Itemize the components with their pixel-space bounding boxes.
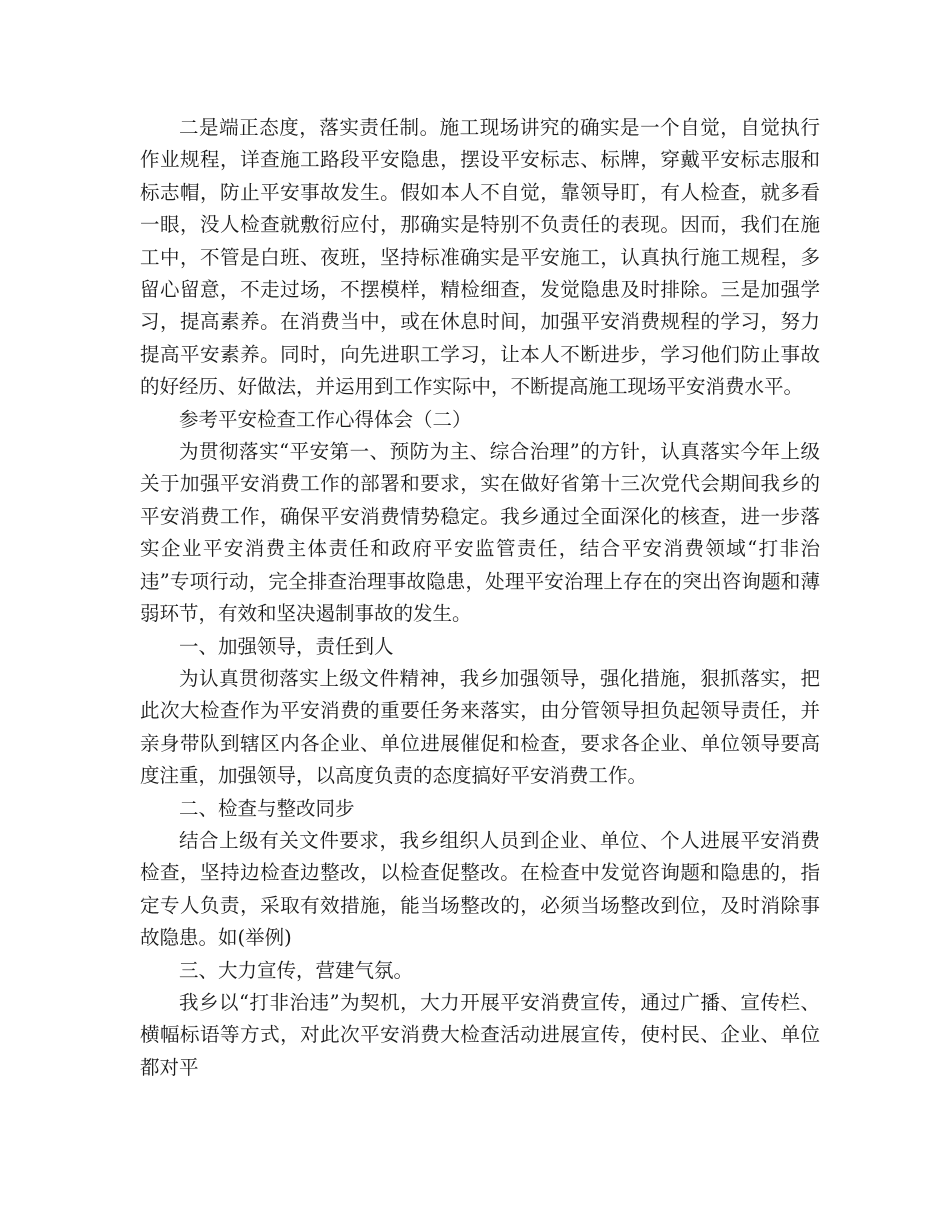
paragraph-responsibility: 二是端正态度，落实责任制。施工现场讲究的确实是一个自觉，自觉执行作业规程，详查施工路段平安隐患，摆设平安标志、标牌，穿戴平安标志服和标志帽，防止平安事故发生。假如本人不自觉，靠领导盯，有人检查，就多看一眼，没人检查就敷衍应付，那确实是特别不负责任的表现。因而，我们在施工中，不管是白班、夜班，坚持标准确实是平安施工，认真执行施工规程，多留心留意，不走过场，不摆模样，精检细查，发觉隐患及时排除。三是加强学习，提高素养。在消费当中，或在休息时间，加强平安消费规程的学习，努力提高平安素养。同时，向先进职工学习，让本人不断进步，学习他们防止事故的好经历、好做法，并运用到工作实际中，不断提高施工现场平安消费水平。: [140, 116, 820, 399]
paragraph-leadership: 为认真贯彻落实上级文件精神，我乡加强领导，强化措施，狠抓落实，把此次大检查作为平安消费的重要任务来落实，由分管领导担负起领导责任，并亲身带队到辖区内各企业、单位进展催促和检查，要求各企业、单位领导要高度注重，加强领导，以高度负责的态度搞好平安消费工作。: [140, 666, 820, 788]
document-body: [140, 112, 820, 1084]
heading-inspection: 二、检查与整改同步: [179, 796, 355, 820]
heading-publicity: 三、大力宣传，营建气氛。: [179, 958, 414, 982]
section-title: 参考平安检查工作心得体会（二）: [179, 407, 472, 431]
heading-leadership: 一、加强领导，责任到人: [179, 634, 394, 658]
paragraph-intro: 为贯彻落实“平安第一、预防为主、综合治理”的方针，认真落实今年上级关于加强平安消费工作的部署和要求，实在做好省第十三次党代会期间我乡的平安消费工作，确保平安消费情势稳定。我乡通过全面深化的核查，进一步落实企业平安消费主体责任和政府平安监管责任，结合平安消费领域“打非治违”专项行动，完全排查治理事故隐患，处理平安治理上存在的突出咨询题和薄弱环节，有效和坚决遏制事故的发生。: [140, 440, 820, 626]
paragraph-publicity: 我乡以“打非治违”为契机，大力开展平安消费宣传，通过广播、宣传栏、横幅标语等方式，对此次平安消费大检查活动进展宣传，使村民、企业、单位都对平: [140, 990, 820, 1079]
paragraph-inspection: 结合上级有关文件要求，我乡组织人员到企业、单位、个人进展平安消费检查，坚持边检查边整改，以检查促整改。在检查中发觉咨询题和隐患的，指定专人负责，采取有效措施，能当场整改的，必须当场整改到位，及时消除事故隐患。如(举例): [140, 828, 820, 950]
